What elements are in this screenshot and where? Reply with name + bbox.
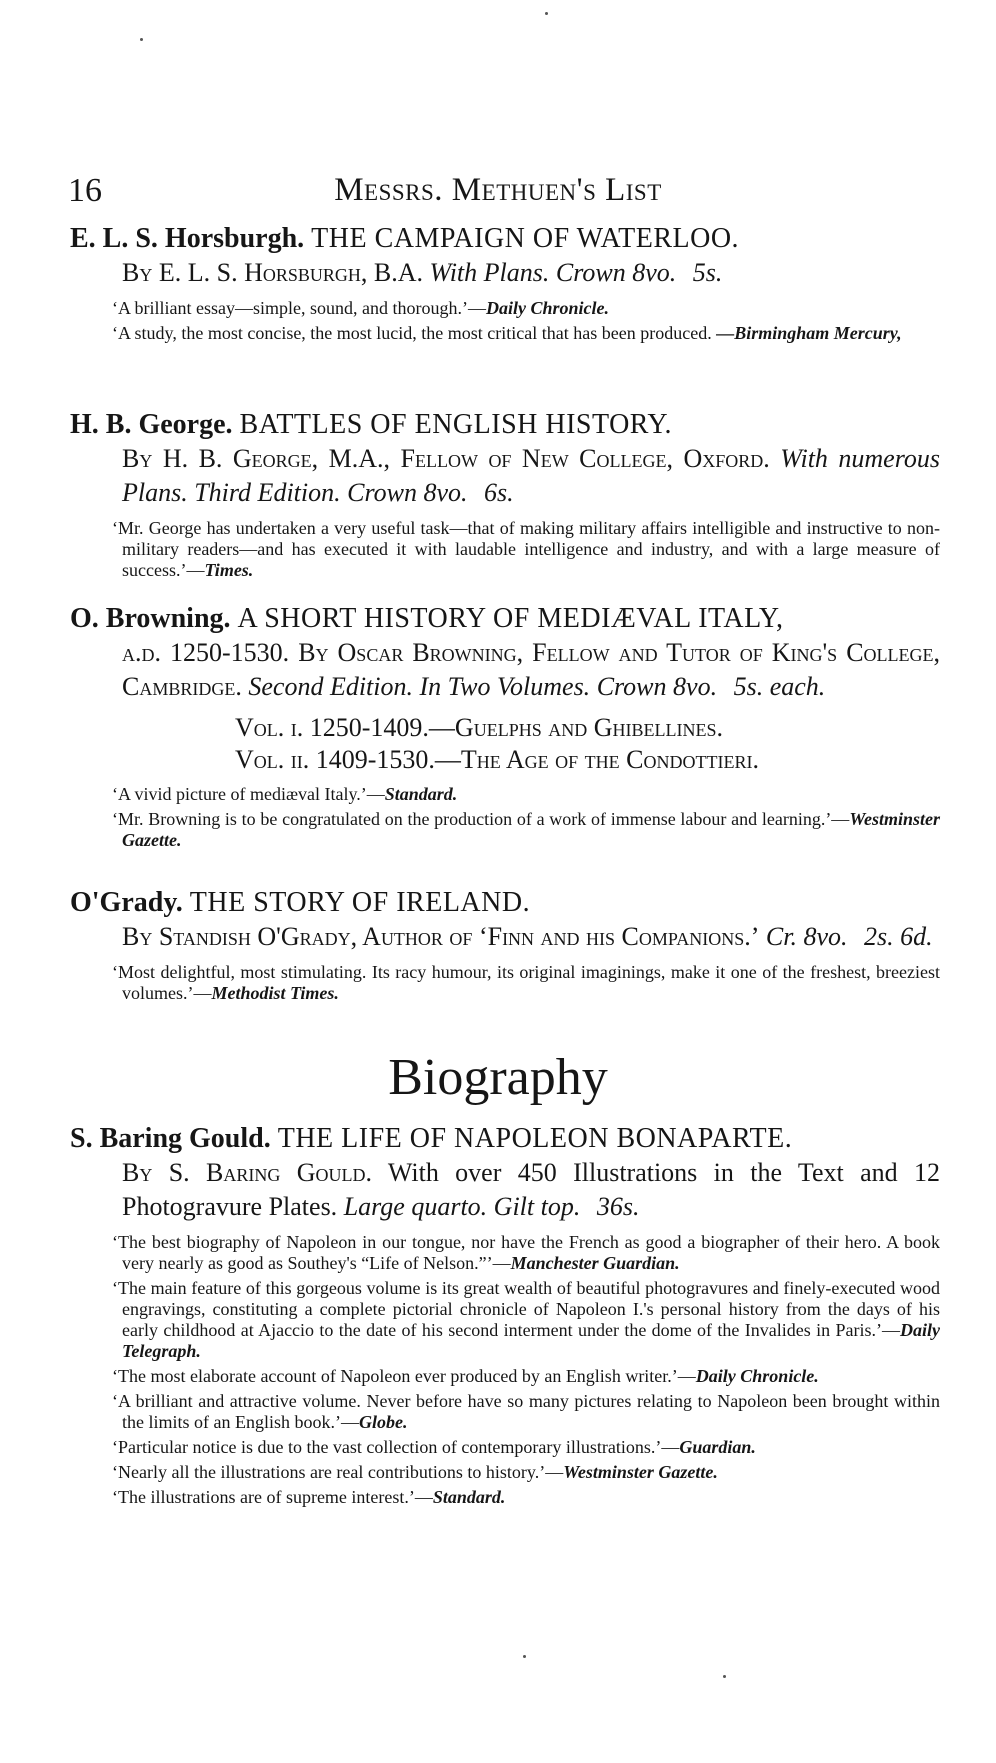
running-head: Messrs. Methuen's List <box>334 172 662 208</box>
entry-format: Crown 8vo. <box>555 258 677 287</box>
entry-title: THE STORY OF IRELAND. <box>189 887 531 918</box>
page-number: 16 <box>68 172 102 209</box>
quotes <box>70 298 940 344</box>
scan-speck <box>723 1675 726 1678</box>
quote: ‘A brilliant essay—simple, sound, and thorough.’—Daily Chronicle. <box>112 298 609 318</box>
quote: ‘Particular notice is due to the vast collection of contemporary illustrations.’—Guardian. <box>112 1437 756 1457</box>
quotes <box>70 518 940 581</box>
scan-speck <box>140 38 143 41</box>
quote-source: Methodist Times. <box>211 983 339 1003</box>
entry-author: O. Browning. <box>70 603 231 634</box>
quote: ‘A vivid picture of mediæval Italy.’—Standard. <box>112 784 458 804</box>
entry-details: Second Edition. In Two Volumes. <box>248 672 591 701</box>
entry-price: 36s. <box>596 1192 640 1221</box>
entry-price: 5s. <box>692 258 723 287</box>
scan-speck <box>523 1655 526 1658</box>
quote-source: Westminster Gazette. <box>563 1462 718 1482</box>
entry-format: Crown 8vo. <box>347 478 468 507</box>
entry-price: 6s. <box>484 478 514 507</box>
section-heading: Biography <box>388 1049 608 1106</box>
entry-format: Crown 8vo. <box>596 672 718 701</box>
entry-baring-gould <box>70 1122 940 1512</box>
entry-details: With numerous Plans. Third Edition. <box>122 444 940 507</box>
entry-by: By S. Baring Gould. <box>122 1158 372 1187</box>
entry-by: By Oscar Browning, Fellow and Tutor of King's College, Cambridge. <box>122 638 941 701</box>
entry-by: By E. L. S. Horsburgh, B.A. <box>122 258 423 287</box>
quote: ‘Most delightful, most stimulating. Its racy humour, its original imaginings, make it one of the freshest, breeziest volumes.’—Methodist Times. <box>112 962 940 1003</box>
entry-ogrady <box>70 886 940 1008</box>
quotes <box>70 1232 940 1508</box>
entry-date: a.d. 1250-1530. <box>122 638 290 667</box>
volume-item: Vol. i. 1250-1409.—Guelphs and Ghibellines. <box>235 713 723 742</box>
entry-price: 2s. 6d. <box>864 922 933 951</box>
entry-title: A SHORT HISTORY OF MEDIÆVAL ITALY, <box>237 603 784 634</box>
entry-horsburgh <box>70 222 940 348</box>
quote: ‘Mr. Browning is to be congratulated on the production of a work of immense labour and learning.’—Westminster Gazette. <box>112 809 940 850</box>
quote-source: Manchester Guardian. <box>510 1253 680 1273</box>
quote: ‘A study, the most concise, the most lucid, the most critical that has been produced. —Birmingham Mercury, <box>112 323 902 343</box>
quote: ‘The main feature of this gorgeous volume is its great wealth of beautiful photogravures and finely-executed wood engravings, constituting a complete pictorial chronicle of Napoleon I.'s personal history from the days of his early childhood at Ajaccio to the date of his second interment under the dome of the Invalides in Paris.’—Daily Telegraph. <box>112 1278 940 1361</box>
volume-list <box>70 712 940 776</box>
quote-source: Daily Chronicle. <box>695 1366 819 1386</box>
quote-source: Daily Telegraph. <box>122 1320 940 1361</box>
entry-details-plain: With over 450 Illustrations in the Text and 12 Photogravure Plates. <box>122 1158 940 1221</box>
entry-title: THE LIFE OF NAPOLEON BONAPARTE. <box>277 1123 793 1154</box>
quote-source: Times. <box>204 560 254 580</box>
quote: ‘The illustrations are of supreme interest.’—Standard. <box>112 1487 506 1507</box>
entry-title: BATTLES OF ENGLISH HISTORY. <box>239 409 673 440</box>
entry-george <box>70 408 940 585</box>
quote-source: Standard. <box>384 784 458 804</box>
entry-author: S. Baring Gould. <box>70 1123 271 1154</box>
quote: ‘Mr. George has undertaken a very useful task—that of making military affairs intelligible and instructive to non-military readers—and has executed it with laudable intelligence and industry, and with a large measure of success.’—Times. <box>112 518 940 580</box>
entry-author: H. B. George. <box>70 409 233 440</box>
quote: ‘A brilliant and attractive volume. Never before have so many pictures relating to Napoleon been brought within the limits of an English book.’—Globe. <box>112 1391 940 1432</box>
entry-details: Large quarto. Gilt top. <box>343 1192 581 1221</box>
scan-speck <box>545 12 548 15</box>
entry-author: E. L. S. Horsburgh. <box>70 223 305 254</box>
entry-format: Cr. 8vo. <box>765 922 848 951</box>
entry-browning <box>70 602 940 855</box>
entry-details: With Plans. <box>429 258 550 287</box>
entry-title: THE CAMPAIGN OF WATERLOO. <box>311 223 740 254</box>
entry-author: O'Grady. <box>70 887 183 918</box>
entry-by: By H. B. George, M.A., Fellow of New College, Oxford. <box>122 444 770 473</box>
quote: ‘The most elaborate account of Napoleon ever produced by an English writer.’—Daily Chronicle. <box>112 1366 819 1386</box>
quote: ‘The best biography of Napoleon in our tongue, nor have the French as good a biographer of their hero. A book very nearly as good as Southey's “Life of Nelson.”’—Manchester Guardian. <box>112 1232 940 1273</box>
quote-source: Globe. <box>358 1412 408 1432</box>
quote-source: Standard. <box>432 1487 506 1507</box>
quotes <box>70 784 940 851</box>
entry-by: By Standish O'Grady, Author of ‘Finn and his Companions.’ <box>122 922 760 951</box>
quote-source: —Birmingham Mercury, <box>716 323 902 343</box>
quote-source: Westminster Gazette. <box>122 809 940 850</box>
volume-item: Vol. ii. 1409-1530.—The Age of the Condottieri. <box>235 745 759 774</box>
quote: ‘Nearly all the illustrations are real contributions to history.’—Westminster Gazette. <box>112 1462 718 1482</box>
quote-source: Daily Chronicle. <box>485 298 609 318</box>
entry-price: 5s. each. <box>733 672 826 701</box>
quote-source: Guardian. <box>679 1437 756 1457</box>
quotes <box>70 962 940 1004</box>
